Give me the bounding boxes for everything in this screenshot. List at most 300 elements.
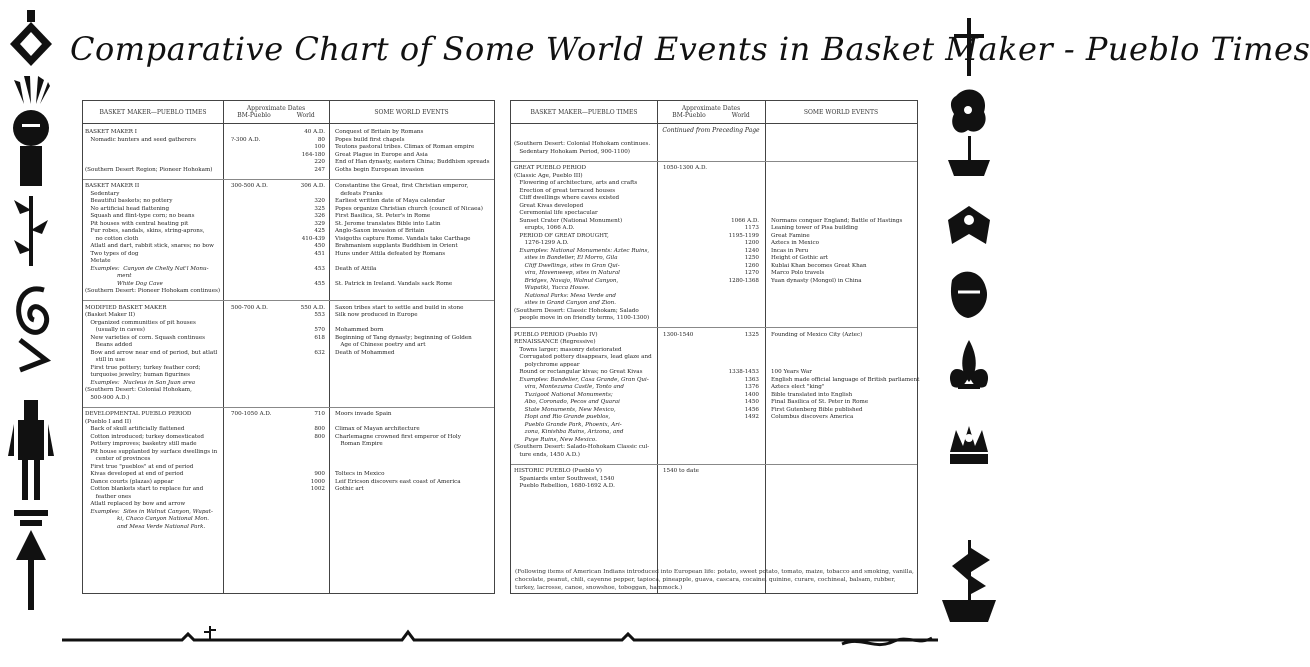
event-cell: Moors invade Spain (335, 411, 392, 417)
corn-plant-icon (14, 196, 48, 266)
period-cell: Cliff Dwellings, sites in Gran Qui- (514, 262, 620, 269)
caravel-ship-icon (942, 540, 996, 622)
world-date-cell: 451 (314, 250, 325, 257)
world-date-cell: 425 (314, 228, 325, 234)
period-cell: Pueblo Grande Park, Phoenix, Ari- (514, 421, 622, 428)
world-date-cell: 40 A.D. (304, 129, 325, 135)
events-column-header: SOME WORLD EVENTS (803, 108, 879, 116)
period-cell: Fur robes, sandals, skins, string-aprons, (85, 228, 205, 234)
table-row (83, 449, 494, 456)
event-cell: Age of Chinese poetry and art (335, 342, 426, 348)
period-cell: ki, Chaco Canyon National Mon. (85, 516, 209, 522)
world-date-cell: 553 (314, 312, 325, 318)
right-table-body (511, 123, 920, 593)
continued-note: Continued from Preceding Page (662, 127, 760, 134)
period-cell: Two types of dog (85, 250, 139, 257)
period-cell: Tuzigoot National Monuments; (514, 391, 613, 398)
period-cell: (Southern Desert: Pioneer Hohokam continues) (85, 288, 221, 294)
event-cell: Anglo-Saxon invasion of Britain (335, 228, 425, 234)
table-row (83, 129, 494, 136)
table-header (83, 101, 494, 124)
event-cell: Visigoths capture Rome. Vandals take Carthage (335, 235, 471, 242)
table-row (83, 411, 494, 418)
event-cell: defeats Franks (335, 190, 383, 197)
period-cell: people move in on friendly terms, 1100-1300) (514, 315, 650, 321)
world-date-cell: 710 (314, 411, 325, 417)
event-cell: Leif Ericson discovers east coast of America (335, 478, 461, 485)
event-cell: Yuan dynasty (Mongol) in China (771, 277, 862, 284)
table-row (511, 483, 917, 490)
event-cell: St. Jerome translates Bible into Latin (335, 220, 441, 227)
world-date-cell: 800 (314, 426, 325, 432)
table-row (83, 228, 494, 235)
section-divider (83, 407, 494, 408)
table-row (511, 392, 917, 399)
table-row (83, 167, 494, 174)
world-date-cell: 900 (314, 471, 325, 477)
event-cell: English made official language of British parliament (771, 376, 920, 383)
griffin-icon (951, 272, 987, 318)
table-row (83, 213, 494, 220)
event-cell: Normans conquer England; Battle of Hastings (771, 217, 903, 224)
world-date-cell: 1260 (744, 262, 759, 269)
table-row (83, 305, 494, 312)
table-row (83, 524, 494, 531)
event-cell: Silk now produced in Europe (335, 312, 418, 318)
table-row (511, 422, 917, 429)
dates-column-header: Approximate Dates BM-Pueblo World (237, 105, 315, 119)
table-row (83, 486, 494, 493)
event-cell: Marco Polo travels (771, 270, 825, 276)
table-row (511, 339, 917, 346)
period-cell: Abo, Coronado, Pecos and Quarai (514, 399, 620, 405)
table-row (511, 347, 917, 354)
table-row (511, 149, 917, 156)
table-row (83, 183, 494, 190)
feather-headdress-icon (13, 76, 50, 186)
spiral-bird-icon (19, 289, 47, 370)
world-date-cell: 1280-1368 (728, 277, 759, 284)
period-cell: Beautiful baskets; no pottery (85, 198, 173, 204)
cross-icon (954, 18, 984, 76)
period-cell: no cotton cloth (85, 235, 139, 242)
table-row (511, 468, 917, 475)
table-row (511, 308, 917, 315)
table-row (83, 251, 494, 258)
table-row (511, 476, 917, 483)
table-row (511, 414, 917, 421)
world-date-cell: 100 (314, 144, 325, 150)
table-row (511, 376, 920, 384)
table-row (83, 206, 494, 213)
section-divider (83, 300, 494, 301)
left-decorative-border (0, 0, 62, 667)
table-row (83, 342, 494, 349)
period-cell: BASKET MAKER I (85, 129, 137, 135)
table-row (83, 365, 494, 372)
period-cell: vira, Montezuma Castle, Tonto and (514, 384, 624, 390)
period-cell: polychrome appear (514, 361, 580, 368)
table-row (511, 452, 917, 459)
world-date-cell: 450 (314, 243, 325, 249)
world-date-cell: 1000 (310, 478, 325, 485)
table-row (511, 255, 917, 262)
event-cell: Aztecs elect "king" (771, 384, 825, 390)
period-cell: Atlatl replaced by bow and arrow (85, 501, 186, 507)
event-cell: St. Patrick in Ireland. Vandals sack Rome (335, 280, 453, 287)
period-cell: Corrugated pottery disappears, lead glaze and (514, 354, 652, 360)
table-row (511, 362, 917, 369)
world-date-cell: 632 (314, 349, 325, 356)
table-row (511, 188, 917, 195)
table-row (511, 248, 917, 255)
table-row (83, 221, 494, 228)
period-cell: Cotton blankets start to replace fur and (85, 486, 204, 492)
period-cell: Examples: Nucleus in San Juan area (85, 379, 196, 386)
world-date-cell: 550 A.D. (300, 304, 325, 311)
table-row (83, 236, 494, 243)
table-row (511, 210, 917, 217)
world-date-cell: 1173 (744, 225, 759, 231)
world-date-cell: 1456 (744, 406, 759, 413)
table-row (83, 327, 494, 334)
period-cell: Great Kivas developed (514, 202, 584, 209)
world-date-cell: 453 (314, 265, 325, 272)
world-date-cell: 80 (317, 136, 325, 143)
table-row (511, 173, 917, 180)
table-row (83, 350, 494, 357)
period-cell: Beans added (85, 342, 133, 348)
table-row (83, 144, 494, 151)
period-cell: New varieties of corn. Squash continues (85, 334, 206, 341)
world-date-cell: 320 (314, 198, 325, 204)
event-cell: Constantine the Great, first Christian emperor, (335, 183, 469, 189)
ship-icon-small (948, 136, 990, 176)
event-cell: Great Plague in Europe and Asia (335, 151, 428, 158)
event-cell: Death of Mohammed (335, 349, 395, 356)
period-cell: DEVELOPMENTAL PUEBLO PERIOD (85, 411, 192, 417)
period-cell: PERIOD OF GREAT DROUGHT, (514, 232, 609, 239)
crown-icon (950, 426, 988, 464)
period-cell: Kivas developed at end of period (85, 471, 184, 477)
table-row (83, 372, 494, 379)
event-cell: Huns under Attila defeated by Romans (335, 250, 446, 257)
events-column-header: SOME WORLD EVENTS (374, 108, 449, 116)
event-cell: Climax of Mayan architecture (335, 426, 420, 432)
period-cell: erupts, 1066 A.D. (514, 225, 575, 231)
table-row (83, 395, 494, 402)
event-cell: Final Basilica of St. Peter in Rome (771, 399, 869, 405)
period-cell: Cotton introduced; turkey domesticated (85, 433, 205, 440)
event-cell: Founding of Mexico City (Aztec) (771, 331, 863, 338)
world-date-cell: 247 (314, 166, 325, 173)
event-cell: Earliest written date of Maya calendar (335, 198, 445, 204)
table-row (511, 315, 917, 322)
table-row (511, 195, 917, 202)
period-cell: turquoise jewelry; human figurines (85, 372, 190, 378)
period-cell: Bow and arrow near end of period, but atlatl (85, 349, 218, 356)
world-date-cell: 1450 (744, 399, 759, 405)
world-date-cell: 326 (314, 213, 325, 219)
period-cell: (Southern Desert: Colonial Hohokam, (85, 387, 192, 393)
event-cell: Leaning tower of Pisa building (771, 225, 858, 231)
event-cell: End of Han dynasty, eastern China; Buddhism spreads (335, 159, 490, 165)
section-divider (511, 161, 917, 162)
world-date-cell: 306 A.D. (300, 183, 325, 189)
table-row (83, 464, 494, 471)
period-cell: Ceremonial life spectacular (514, 210, 598, 216)
table-row (83, 441, 494, 448)
world-date-cell: 1492 (744, 414, 759, 420)
period-cell: BASKET MAKER II (85, 183, 140, 189)
world-date-cell: 1270 (744, 270, 759, 276)
period-column-header: BASKET MAKER—PUEBLO TIMES (99, 108, 207, 116)
event-cell: Toltecs in Mexico (335, 471, 385, 477)
world-date-cell: 1325 (744, 331, 759, 338)
world-date-cell: 1240 (744, 247, 759, 254)
period-cell: zona, Kinishba Ruins, Arizona, and (514, 429, 624, 435)
period-cell: Sedentary (85, 190, 120, 197)
period-cell: Wupatki, Yucca House. (514, 285, 590, 291)
table-row (83, 152, 494, 159)
right-chart-table (510, 100, 918, 594)
period-cell: vira, Hovenweep, sites in Natural (514, 270, 620, 276)
table-row (83, 380, 494, 387)
period-cell: Atlatl and dart, rabbit stick, snares; no bow (85, 243, 214, 249)
bm-date-cell: ?-300 A.D. (231, 136, 261, 143)
table-row (511, 218, 917, 225)
period-cell: (Southern Desert: Colonial Hohokam continues. (514, 141, 651, 147)
event-cell: First Gutenberg Bible published (771, 406, 863, 413)
period-cell: (Basket Maker II) (85, 312, 136, 318)
table-row (511, 233, 917, 240)
event-cell: Popes organize Christian church (council of Nicaea) (335, 205, 483, 212)
period-cell: Metate (85, 258, 111, 264)
bm-date-cell: 500-700 A.D. (231, 304, 268, 311)
period-cell: feather ones (85, 493, 132, 500)
section-divider (511, 327, 917, 328)
period-cell: First true "pueblos" at end of period (85, 463, 194, 470)
period-cell: Towns larger; masonry deteriorated (514, 346, 622, 353)
period-cell: center of provinces (85, 456, 151, 462)
cactus-icon (204, 626, 216, 640)
world-date-cell: 570 (314, 327, 325, 333)
ground-decoration (62, 622, 938, 652)
table-row (83, 494, 494, 501)
period-cell: Pottery improves; basketry still made (85, 441, 197, 447)
event-cell: Saxon tribes start to settle and build in stone (335, 304, 464, 311)
period-cell: GREAT PUEBLO PERIOD (514, 165, 586, 171)
period-cell: Examples: National Monuments: Aztec Ruins, (514, 247, 650, 254)
right-decorative-border (938, 0, 1000, 667)
period-cell: Cliff dwellings where caves existed (514, 195, 620, 201)
table-row (83, 479, 494, 486)
left-chart-table (82, 100, 495, 594)
period-cell: (Classic Age, Pueblo III) (514, 172, 583, 179)
world-date-cell: 618 (314, 334, 325, 341)
bm-date-cell: 300-500 A.D. (231, 183, 268, 189)
table-row (511, 203, 917, 210)
table-row (83, 387, 494, 394)
world-date-cell: 1195-1199 (728, 232, 759, 239)
dates-column-header: Approximate Dates BM-Pueblo World (672, 105, 750, 119)
period-cell: Pueblo Rebellion, 1680-1692 A.D. (514, 483, 615, 489)
world-date-cell: 164-180 (301, 151, 325, 158)
event-cell: Kublai Khan becomes Great Khan (771, 262, 867, 269)
table-row (511, 263, 917, 270)
table-row (511, 285, 917, 292)
table-header (511, 101, 917, 124)
table-row (511, 270, 917, 277)
period-column-header: BASKET MAKER—PUEBLO TIMES (530, 108, 638, 116)
table-row (511, 300, 917, 307)
period-cell: sites in Grand Canyon and Zion. (514, 300, 616, 306)
heraldic-lion-icon (951, 89, 986, 132)
table-row (511, 293, 917, 300)
event-cell: Teutons pastoral tribes. Climax of Roman empire (335, 144, 475, 150)
event-cell: Incas in Peru (771, 247, 809, 254)
period-cell: State Monuments, New Mexico, (514, 406, 616, 413)
world-date-cell: 1250 (744, 255, 759, 261)
table-row (83, 419, 494, 426)
table-row (83, 426, 494, 433)
event-cell: Charlemagne crowned first emperor of Holy (335, 433, 461, 440)
page-title: Comparative Chart of Some World Events in Basket Maker - Pueblo Times (70, 30, 1310, 68)
period-cell: Examples: Canyon de Chelly Nat'l Monu- (85, 265, 209, 272)
table-row (83, 335, 494, 342)
period-cell: First true pottery; turkey feather cord; (85, 364, 201, 371)
event-cell: Height of Gothic art (771, 255, 829, 261)
table-row (511, 354, 917, 361)
left-table-body (83, 123, 494, 593)
event-cell: Beginning of Tang dynasty; beginning of Golden (335, 334, 472, 341)
period-cell: Hopi and Rio Grande pueblos, (514, 414, 611, 420)
world-date-cell: 1002 (310, 486, 325, 492)
event-cell: Aztecs in Mexico (771, 240, 819, 246)
event-cell: Roman Empire (335, 441, 383, 447)
period-cell: Back of skull artificially flattened (85, 426, 185, 432)
period-cell: 1276-1299 A.D. (514, 240, 569, 246)
period-cell: (usually in caves) (85, 327, 145, 333)
period-cell: No artificial head flattening (85, 205, 170, 212)
table-row (83, 159, 494, 166)
table-row (511, 278, 917, 285)
table-row (511, 384, 917, 391)
period-cell: Squash and flint-type corn; no beans (85, 213, 195, 219)
eagle-crest-icon (948, 206, 990, 244)
period-cell: 500-900 A.D.) (85, 394, 130, 401)
table-row (83, 501, 494, 508)
period-cell: Sunset Crater (National Monument) (514, 217, 623, 224)
bm-date-cell: 1540 to date (663, 468, 699, 474)
table-row (83, 258, 494, 265)
footnote: (Following items of American Indians introduced into European life: potato, sweet potato, tomato, maize, tobacco and smoking, vanilla, chocolate, peanut, chili, cayenne pepper, tapioca, pineapple, guava, cascara, cocaine, quinine, curare, cochineal, balsam, rubber, turkey, lacrosse, canoe, snowshoe, toboggan, hammock.) (515, 569, 914, 591)
period-cell: RENAISSANCE (Regressive) (514, 339, 596, 345)
world-date-cell: 800 (314, 433, 325, 440)
period-cell: ture ends, 1450 A.D.) (514, 451, 580, 458)
period-cell: Round or rectangular kivas; no Great Kivas (514, 369, 643, 375)
world-date-cell: 455 (314, 280, 325, 287)
kachina-mask-icon (10, 10, 52, 66)
bm-date-cell: 700-1050 A.D. (231, 411, 272, 417)
table-row (83, 509, 494, 516)
period-cell: Pit house supplanted by surface dwellings in (85, 448, 218, 455)
world-date-cell: 1400 (744, 391, 759, 398)
period-cell: Examples: Sites in Walnut Canyon, Wupat- (85, 508, 213, 515)
world-date-cell: 1363 (744, 376, 759, 383)
event-cell: Death of Attila (335, 265, 377, 272)
period-cell: Pit houses with central heating pit (85, 220, 189, 227)
period-cell: National Parks: Mesa Verde and (514, 292, 616, 299)
event-cell: Popes build first chapels (335, 136, 405, 143)
table-row (511, 429, 917, 436)
bm-date-cell: 1300-1540 (663, 331, 694, 338)
event-cell: Columbus discovers America (771, 414, 854, 420)
table-row (83, 137, 494, 144)
table-row (511, 437, 917, 444)
period-cell: Erection of great terraced houses (514, 187, 616, 194)
period-cell: still in use (85, 357, 125, 363)
world-date-cell: 1338-1453 (728, 369, 759, 375)
bm-date-cell: 1050-1300 A.D. (663, 165, 708, 171)
period-cell: Nomadic hunters and seed gatherers (85, 136, 196, 143)
event-cell: First Basilica, St. Peter's in Rome (335, 213, 431, 219)
section-divider (83, 179, 494, 180)
table-row (83, 266, 494, 273)
period-cell: Organized communities of pit houses (85, 319, 196, 326)
period-cell: MODIFIED BASKET MAKER (85, 304, 167, 311)
world-date-cell: 220 (314, 159, 325, 165)
table-row (511, 399, 917, 406)
table-row (511, 444, 917, 451)
period-cell: Bridges, Navajo, Walnut Canyon, (514, 277, 619, 284)
kachina-figure-icon (8, 400, 54, 610)
event-cell: Gothic art (335, 486, 364, 492)
period-cell: (Pueblo I and II) (85, 418, 132, 425)
table-row (83, 516, 494, 523)
period-cell: Puye Ruins, New Mexico. (514, 436, 597, 443)
table-row (511, 165, 917, 172)
period-cell: ment (85, 273, 132, 279)
period-cell: Spaniards enter Southwest, 1540 (514, 475, 615, 482)
period-cell: Sedentary Hohokam Period, 900-1100) (514, 148, 630, 155)
period-cell: (Southern Desert: Classic Hohokam; Salado (514, 307, 639, 314)
period-cell: (Southern Desert Region; Pioneer Hohokam) (85, 166, 213, 173)
world-date-cell: 1066 A.D. (731, 217, 759, 224)
table-row (511, 407, 917, 414)
table-row (511, 180, 917, 187)
period-cell: (Southern Desert: Salado-Hohokam Classic cul- (514, 444, 650, 450)
table-row (83, 243, 494, 250)
world-date-cell: 325 (314, 205, 325, 212)
period-cell: and Mesa Verde National Park. (85, 523, 206, 530)
event-cell: Bible translated into English (771, 391, 853, 398)
world-date-cell: 410-439 (301, 235, 325, 242)
period-cell: sites in Bandelier, El Morro, Gila (514, 255, 618, 261)
world-date-cell: 1200 (744, 240, 759, 246)
table-row (83, 288, 494, 295)
table-row (83, 434, 494, 441)
fleur-de-lis-icon (950, 340, 988, 389)
period-cell: PUEBLO PERIOD (Pueblo IV) (514, 331, 598, 338)
table-row (83, 273, 494, 280)
period-cell: Flowering of architecture, arts and crafts (514, 180, 638, 186)
world-date-cell: 329 (314, 220, 325, 227)
table-row (83, 312, 494, 319)
event-cell: 100 Years War (771, 369, 812, 375)
table-row (83, 456, 494, 463)
period-cell: Examples: Bandelier, Casa Grande, Gran Qui- (514, 376, 649, 383)
